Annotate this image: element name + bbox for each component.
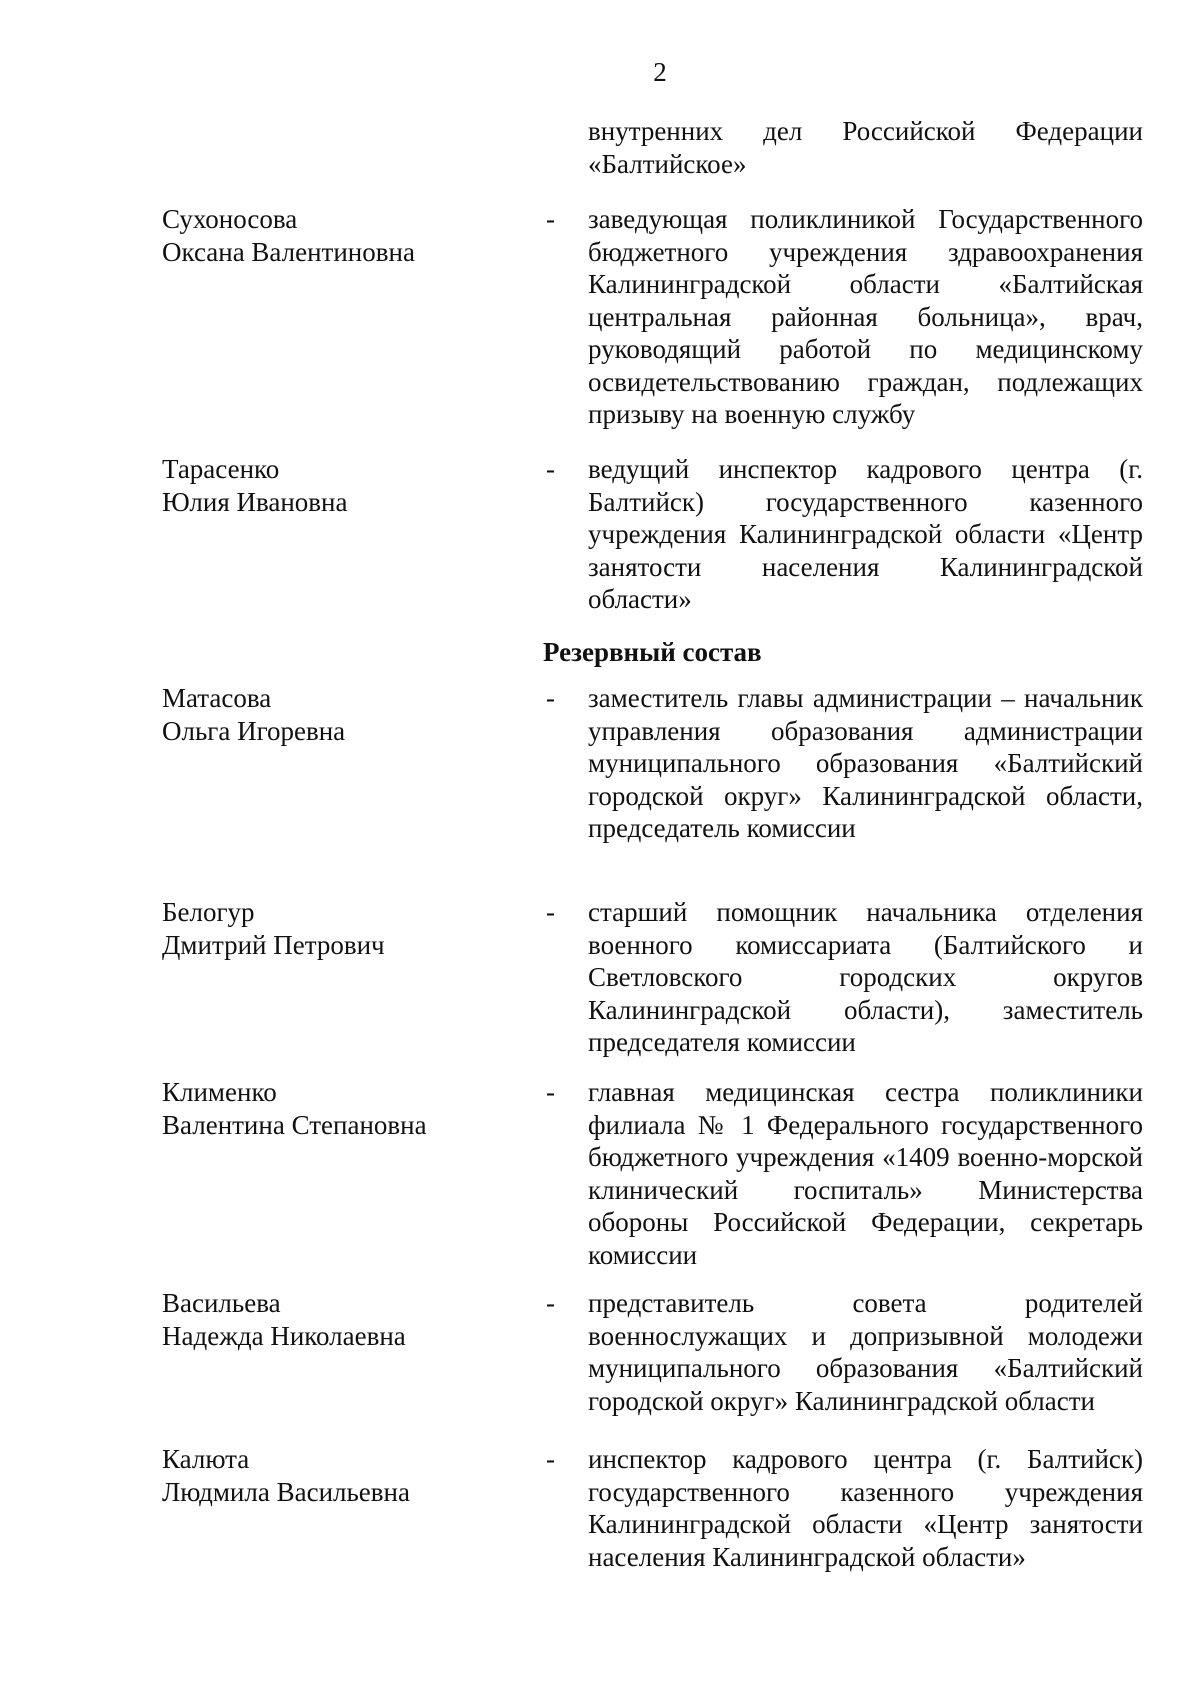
member-given-names: Дмитрий Петрович bbox=[162, 929, 385, 960]
member-name bbox=[162, 896, 492, 961]
member-name bbox=[162, 1076, 492, 1141]
member-description: заместитель главы администрации – начальник управления образования администрации муниципального образования «Балтийский городской округ» Калининградской области, председатель комиссии bbox=[588, 683, 1143, 843]
member-name bbox=[162, 1443, 492, 1508]
member-given-names: Надежда Николаевна bbox=[162, 1320, 406, 1351]
dash-separator: - bbox=[546, 1077, 555, 1107]
member-surname: Белогур bbox=[162, 897, 255, 927]
continuation-text: внутренних дел Российской Федерации «Балтийское» bbox=[588, 116, 1143, 179]
dash-separator: - bbox=[546, 204, 555, 234]
member-name bbox=[162, 453, 492, 518]
member-given-names: Юлия Ивановна bbox=[162, 486, 348, 517]
member-description: главная медицинская сестра поликлиники филиала № 1 Федерального государственного бюджетного учреждения «1409 военно-морской клинический госпиталь» Министерства обороны Российской Федерации, секретарь комиссии bbox=[588, 1077, 1143, 1270]
member-surname: Матасова bbox=[162, 683, 272, 713]
dash-separator: - bbox=[546, 454, 555, 484]
dash-separator: - bbox=[546, 897, 555, 927]
member-description: ведущий инспектор кадрового центра (г. Балтийск) государственного казенного учреждения Калининградской области «Центр занятости населения Калининградской области» bbox=[588, 454, 1143, 614]
member-surname: Тарасенко bbox=[162, 454, 280, 484]
member-given-names: Валентина Степановна bbox=[162, 1109, 427, 1140]
dash-separator: - bbox=[546, 1444, 555, 1474]
member-name bbox=[162, 682, 492, 747]
member-surname: Васильева bbox=[162, 1288, 281, 1318]
member-given-names: Ольга Игоревна bbox=[162, 715, 346, 746]
reserve-section-heading: Резервный состав bbox=[543, 637, 762, 667]
member-name bbox=[162, 1287, 492, 1352]
member-description: представитель совета родителей военнослужащих и допризывной молодежи муниципального образования «Балтийский городской округ» Калининградской области bbox=[588, 1288, 1143, 1416]
dash-separator: - bbox=[546, 683, 555, 713]
member-name bbox=[162, 203, 492, 268]
member-surname: Калюта bbox=[162, 1444, 250, 1474]
member-given-names: Людмила Васильевна bbox=[162, 1476, 410, 1507]
member-description: заведующая поликлиникой Государственного бюджетного учреждения здравоохранения Калининградской области «Балтийская центральная районная больница», врач, руководящий работой по медицинскому освидетельствованию граждан, подлежащих призыву на военную службу bbox=[588, 204, 1143, 429]
member-surname: Сухоносова bbox=[162, 204, 298, 234]
dash-separator: - bbox=[546, 1288, 555, 1318]
member-surname: Клименко bbox=[162, 1077, 277, 1107]
page-number: 2 bbox=[653, 57, 667, 87]
member-description: инспектор кадрового центра (г. Балтийск) государственного казенного учреждения Калининградской области «Центр занятости населения Калининградской области» bbox=[588, 1444, 1143, 1572]
member-given-names: Оксана Валентиновна bbox=[162, 236, 415, 267]
member-description: старший помощник начальника отделения военного комиссариата (Балтийского и Светловского городских округов Калининградской области), заместитель председателя комиссии bbox=[588, 897, 1143, 1057]
